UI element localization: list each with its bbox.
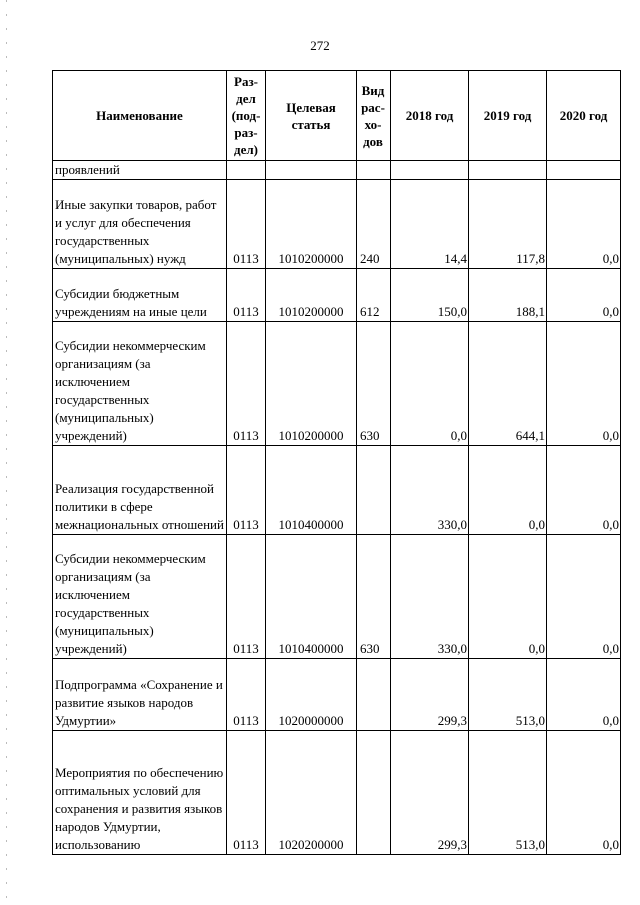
row-section: 0113 (227, 180, 266, 269)
row-target: 1020200000 (266, 731, 357, 855)
row-2018: 0,0 (391, 322, 469, 446)
row-2018: 299,3 (391, 731, 469, 855)
row-target: 1010200000 (266, 322, 357, 446)
row-name: Подпрограмма «Сохранение и развитие языков народов Удмуртии» (53, 659, 227, 731)
row-2020: 0,0 (547, 446, 621, 535)
row-2020: 0,0 (547, 535, 621, 659)
header-2018: 2018 год (391, 71, 469, 161)
row-name: Реализация государственной политики в сфере межнациональных отношений (53, 446, 227, 535)
budget-table (52, 70, 621, 855)
row-2018: 14,4 (391, 180, 469, 269)
row-2020: 0,0 (547, 180, 621, 269)
row-2019: 644,1 (469, 322, 547, 446)
table-row (53, 269, 621, 322)
table-row (53, 659, 621, 731)
row-kind (357, 161, 391, 180)
table-header-row (53, 71, 621, 161)
row-name: Субсидии некоммерческим организациям (за исключением государственных (муниципальных) учреждений) (53, 535, 227, 659)
row-kind: 240 (357, 180, 391, 269)
row-2018: 150,0 (391, 269, 469, 322)
row-target: 1010400000 (266, 446, 357, 535)
header-kind: Вид рас- хо- дов (357, 71, 391, 161)
row-name: Субсидии некоммерческим организациям (за исключением государственных (муниципальных) учреждений) (53, 322, 227, 446)
header-2020: 2020 год (547, 71, 621, 161)
row-target: 1010200000 (266, 180, 357, 269)
row-2018: 299,3 (391, 659, 469, 731)
header-target: Целевая статья (266, 71, 357, 161)
row-kind (357, 446, 391, 535)
row-2019: 513,0 (469, 731, 547, 855)
row-2019 (469, 161, 547, 180)
table-row (53, 446, 621, 535)
row-name: Мероприятия по обеспечению оптимальных условий для сохранения и развития языков народов Удмуртии, использованию (53, 731, 227, 855)
row-target: 1020000000 (266, 659, 357, 731)
page-number: 272 (310, 38, 330, 53)
row-target (266, 161, 357, 180)
table-row (53, 161, 621, 180)
row-2019: 0,0 (469, 446, 547, 535)
row-name: Иные закупки товаров, работ и услуг для обеспечения государственных (муниципальных) нужд (53, 180, 227, 269)
row-2020: 0,0 (547, 731, 621, 855)
scan-margin-marks (6, 0, 7, 905)
row-section: 0113 (227, 322, 266, 446)
row-2020: 0,0 (547, 659, 621, 731)
table-row (53, 322, 621, 446)
table-row (53, 731, 621, 855)
row-section (227, 161, 266, 180)
row-kind: 630 (357, 535, 391, 659)
row-section: 0113 (227, 535, 266, 659)
row-name: проявлений (53, 161, 227, 180)
row-section: 0113 (227, 731, 266, 855)
table-body (53, 161, 621, 855)
row-target: 1010400000 (266, 535, 357, 659)
row-section: 0113 (227, 659, 266, 731)
row-target: 1010200000 (266, 269, 357, 322)
header-section: Раз- дел (под- раз- дел) (227, 71, 266, 161)
table-row (53, 180, 621, 269)
row-2020 (547, 161, 621, 180)
row-kind: 630 (357, 322, 391, 446)
row-2020: 0,0 (547, 322, 621, 446)
row-2018: 330,0 (391, 446, 469, 535)
row-kind: 612 (357, 269, 391, 322)
row-2019: 188,1 (469, 269, 547, 322)
row-kind (357, 659, 391, 731)
row-2018 (391, 161, 469, 180)
row-name: Субсидии бюджетным учреждениям на иные цели (53, 269, 227, 322)
row-2020: 0,0 (547, 269, 621, 322)
table-row (53, 535, 621, 659)
row-section: 0113 (227, 446, 266, 535)
row-2019: 513,0 (469, 659, 547, 731)
row-section: 0113 (227, 269, 266, 322)
header-2019: 2019 год (469, 71, 547, 161)
row-kind (357, 731, 391, 855)
row-2019: 0,0 (469, 535, 547, 659)
row-2018: 330,0 (391, 535, 469, 659)
row-2019: 117,8 (469, 180, 547, 269)
header-name: Наименование (53, 71, 227, 161)
